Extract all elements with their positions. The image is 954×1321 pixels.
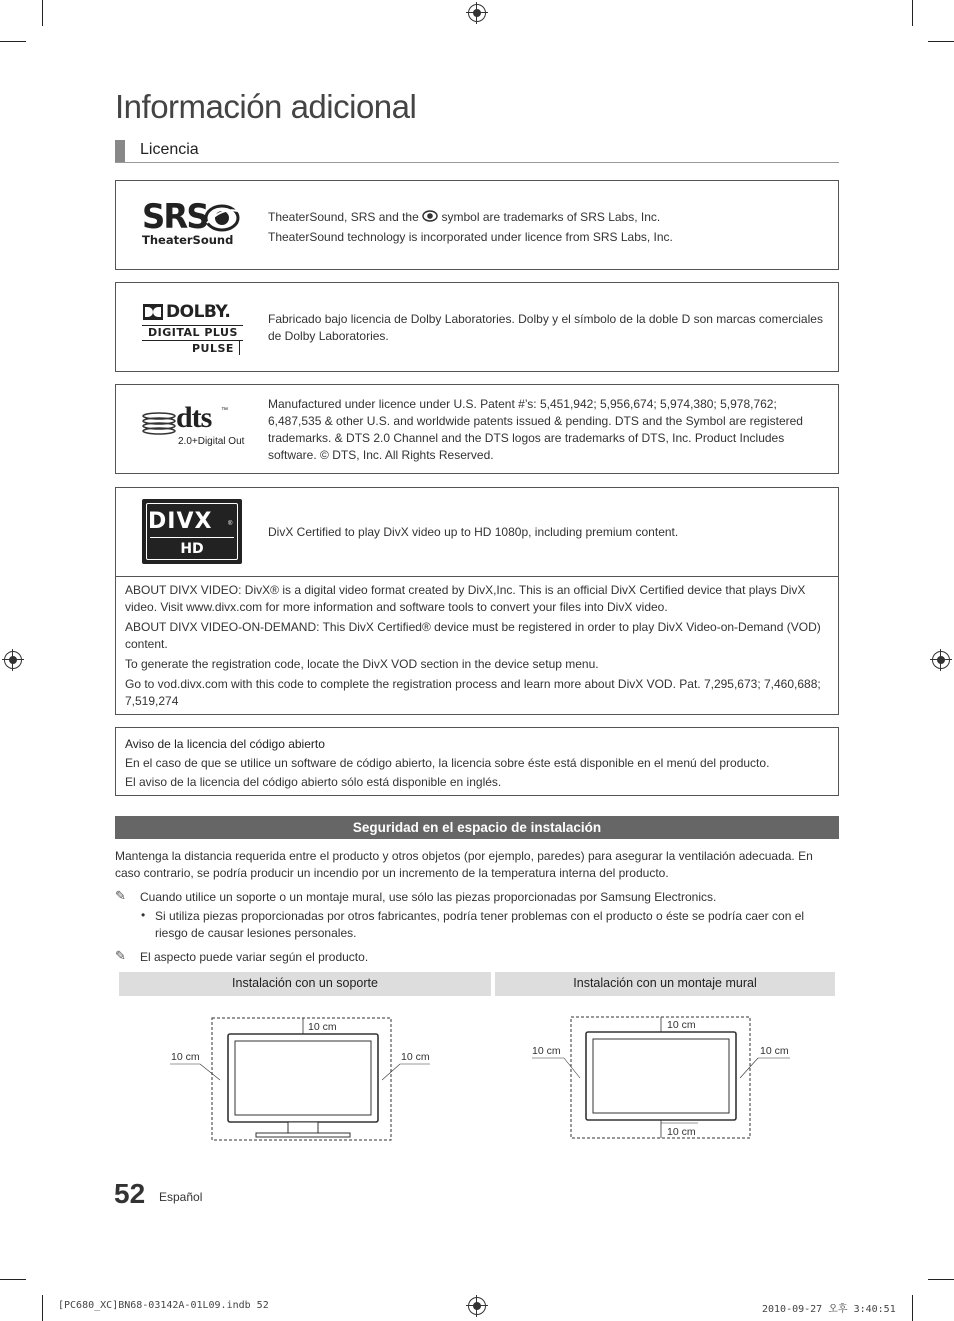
srs-license-text: [268, 207, 828, 247]
dolby-logo-sub1: DIGITAL PLUS: [148, 326, 238, 339]
crop-mark: [0, 41, 26, 42]
bullet-text: Si utiliza piezas proporcionadas por otros fabricantes, podría tener problemas con el producto o éste se podría caer con el riesgo de causar lesiones personales.: [155, 909, 805, 940]
crop-mark: [42, 0, 43, 26]
section-marker: [115, 140, 125, 162]
divx-divider: [116, 576, 838, 577]
dts-logo-subtext: 2.0+Digital Out: [178, 436, 245, 447]
crop-mark: [928, 41, 954, 42]
dimension-label-bottom: 10 cm: [667, 1126, 696, 1138]
dts-logo-text: dts: [176, 401, 212, 434]
page-language: Español: [159, 1190, 203, 1204]
dolby-logo-text: DOLBY.: [166, 302, 231, 322]
dts-disc-icon: [142, 411, 176, 437]
divx-logo: [142, 499, 242, 564]
srs-logo-text: SRS: [142, 197, 208, 237]
srs-eye-icon: [204, 203, 240, 233]
stand-installation-diagram: [160, 1012, 460, 1142]
dts-logo-tm: ™: [221, 407, 228, 414]
srs-logo: [142, 197, 247, 249]
divx-about-block: [125, 582, 831, 710]
srs-logo-subtext: TheaterSound: [142, 233, 234, 247]
dimension-label-right: 10 cm: [760, 1045, 789, 1057]
page-title: Información adicional: [115, 88, 417, 125]
dts-logo: [142, 401, 246, 451]
crop-mark: [928, 1279, 954, 1280]
section-divider: [115, 162, 839, 163]
divx-logo-hd: HD: [180, 541, 204, 557]
srs-text-pre: TheaterSound, SRS and the: [268, 210, 419, 224]
dolby-logo: [142, 303, 244, 355]
dolby-license-box: [115, 282, 839, 372]
divx-about-paragraph: To generate the registration code, locate the DivX VOD section in the device setup menu.: [125, 657, 599, 671]
dimension-label-left: 10 cm: [171, 1051, 200, 1063]
divx-about-paragraph: ABOUT DIVX VIDEO: DivX® is a digital video format created by DivX,Inc. This is an official DivX Certified device that plays DivX video. Visit www.divx.com for more information and software tools to convert your files into DivX video.: [125, 583, 806, 614]
dimension-label-top: 10 cm: [667, 1019, 696, 1031]
double-d-icon: [143, 304, 163, 320]
column-header-stand: Instalación con un soporte: [119, 972, 491, 996]
section-title: Licencia: [140, 141, 199, 158]
dimension-label-top: 10 cm: [308, 1021, 337, 1033]
open-source-content: [125, 735, 831, 792]
srs-text-line2: TheaterSound technology is incorporated under licence from SRS Labs, Inc.: [268, 230, 673, 244]
page-number: 52: [114, 1178, 146, 1209]
divx-license-box: [115, 487, 839, 715]
crop-mark: [912, 1295, 913, 1321]
divx-about-paragraph: Go to vod.divx.com with this code to complete the registration process and learn more about DivX VOD. Pat. 7,295,673; 7,460,688; 7,519,274: [125, 677, 821, 708]
safety-heading: Seguridad en el espacio de instalación: [115, 816, 839, 839]
dolby-license-text: Fabricado bajo licencia de Dolby Laboratories. Dolby y el símbolo de la doble D son marcas comerciales de Dolby Laboratories.: [268, 312, 823, 343]
dts-license-box: [115, 384, 839, 474]
dts-license-text: Manufactured under licence under U.S. Patent #’s: 5,451,942; 5,956,674; 5,974,380; 5,978,762; 6,487,535 & other U.S. and worldwide patents issued & pending. DTS and the Symbol are registered trademarks. & DTS 2.0 Channel and the DTS logos are trademarks of DTS, Inc. Product Includes software. © DTS, Inc. All Rights Reserved.: [268, 397, 803, 462]
safety-intro: Mantenga la distancia requerida entre el producto y otros objetos (por ejemplo, paredes) para asegurar la ventilación adecuada. En caso contrario, se podría producir un incendio por un incremento de la temperatura interna del producto.: [115, 849, 813, 880]
registration-mark-icon: [468, 4, 486, 22]
divx-about-paragraph: ABOUT DIVX VIDEO-ON-DEMAND: This DivX Certified® device must be registered in order to play DivX Video-on-Demand (VOD) content.: [125, 620, 821, 651]
footer-file: [PC680_XC]BN68-03142A-01L09.indb 52: [58, 1300, 269, 1311]
divx-license-text: DivX Certified to play DivX video up to HD 1080p, including premium content.: [268, 525, 679, 539]
dimension-label-right: 10 cm: [401, 1051, 430, 1063]
crop-mark: [42, 1295, 43, 1321]
srs-text-post: symbol are trademarks of SRS Labs, Inc.: [441, 210, 661, 224]
registered-icon: ®: [228, 521, 233, 527]
bullet-icon: •: [141, 908, 146, 922]
registration-mark-icon: [4, 651, 22, 669]
registration-mark-icon: [932, 651, 950, 669]
footer-datetime: 2010-09-27 오후 3:40:51: [762, 1304, 896, 1315]
column-header-wall: Instalación con un montaje mural: [495, 972, 835, 996]
open-source-title: Aviso de la licencia del código abierto: [125, 737, 325, 751]
note-text: Cuando utilice un soporte o un montaje mural, use sólo las piezas proporcionadas por Samsung Electronics.: [140, 890, 717, 904]
divx-logo-text: DIVX: [148, 509, 213, 534]
open-source-line: En el caso de que se utilice un software de código abierto, la licencia sobre éste está disponible en el menú del producto.: [125, 756, 770, 770]
srs-license-box: [115, 180, 839, 270]
note-icon: ✎: [115, 888, 126, 903]
crop-mark: [0, 1279, 26, 1280]
dolby-logo-sub2: PULSE: [192, 342, 234, 355]
crop-mark: [912, 0, 913, 26]
open-source-line: El aviso de la licencia del código abierto sólo está disponible en inglés.: [125, 775, 502, 789]
srs-symbol-icon: [422, 210, 438, 222]
dimension-label-left: 10 cm: [532, 1045, 561, 1057]
wall-installation-diagram: [530, 1012, 800, 1142]
note-icon: ✎: [115, 948, 126, 963]
registration-mark-icon: [468, 1297, 486, 1315]
note-text: El aspecto puede variar según el producto.: [140, 950, 369, 964]
open-source-box: [115, 727, 839, 796]
